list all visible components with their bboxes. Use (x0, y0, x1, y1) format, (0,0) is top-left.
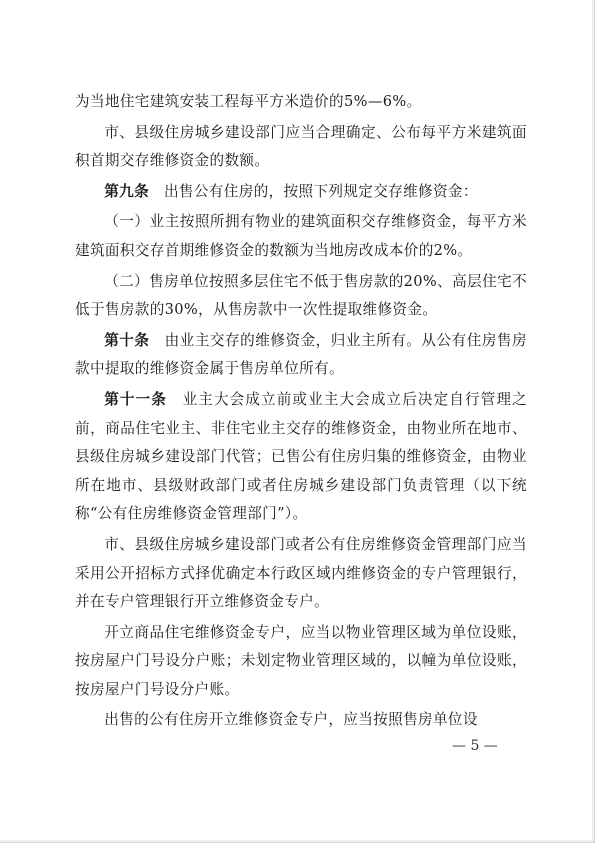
article-label: 第九条 (104, 182, 150, 200)
paragraph-item-2 (75, 268, 527, 325)
paragraph-item-1 (75, 208, 527, 265)
page-number: — 5 — (452, 738, 498, 754)
paragraph-p10 (75, 706, 527, 735)
paragraph-text: 业主大会成立前或业主大会成立后决定自行管理之前，商品住宅业主、非住宅业主交存的维修资金，由物业所在地市、县级住房城乡建设部门代管；已售公有住房归集的维修资金，由物业所在地市、县级财政部门或者住房城乡建设部门负责管理（以下统称“公有住房维修资金管理部门”）。 (75, 390, 527, 523)
paragraph-text: 由业主交存的维修资金，归业主所有。从公有住房售房款中提取的维修资金属于售房单位所有。 (75, 331, 527, 378)
paragraph-p9 (75, 619, 527, 705)
paragraph-text: 市、县级住房城乡建设部门或者公有住房维修资金管理部门应当采用公开招标方式择优确定本行政区域内维修资金的专户管理银行，并在专户管理银行开立维修资金专户。 (75, 535, 527, 611)
article-label: 第十一条 (104, 390, 167, 408)
paragraph-article-11 (75, 386, 527, 529)
paragraph-article-10 (75, 327, 527, 384)
paragraph-text: 开立商品住宅维修资金专户，应当以物业管理区域为单位设账，按房屋户门号设分户账；未划定物业管理区域的，以幢为单位设账，按房屋户门号设分户账。 (75, 623, 527, 698)
paragraph-text: （一）业主按照所拥有物业的建筑面积交存维修资金，每平方米建筑面积交存首期维修资金的数额为当地房改成本价的2%。 (75, 213, 527, 259)
paragraph-text: 市、县级住房城乡建设部门应当合理确定、公布每平方米建筑面积首期交存维修资金的数额。 (75, 123, 527, 170)
paragraph-p2 (75, 119, 527, 176)
paragraph-text: （二）售房单位按照多层住宅不低于售房款的20%、高层住宅不低于售房款的30%，从售房款中一次性提取维修资金。 (75, 272, 527, 319)
document-body (75, 88, 527, 735)
paragraph-p1 (75, 88, 527, 117)
paragraph-p8 (75, 531, 527, 617)
paragraph-text: 为当地住宅建筑安装工程每平方米造价的5%—6%。 (75, 93, 422, 110)
paragraph-article-9 (75, 178, 527, 207)
paragraph-text: 出售的公有住房开立维修资金专户，应当按照售房单位设 (104, 711, 478, 729)
article-label: 第十条 (104, 331, 150, 349)
paragraph-text: 出售公有住房的，按照下列规定交存维修资金： (149, 182, 478, 200)
